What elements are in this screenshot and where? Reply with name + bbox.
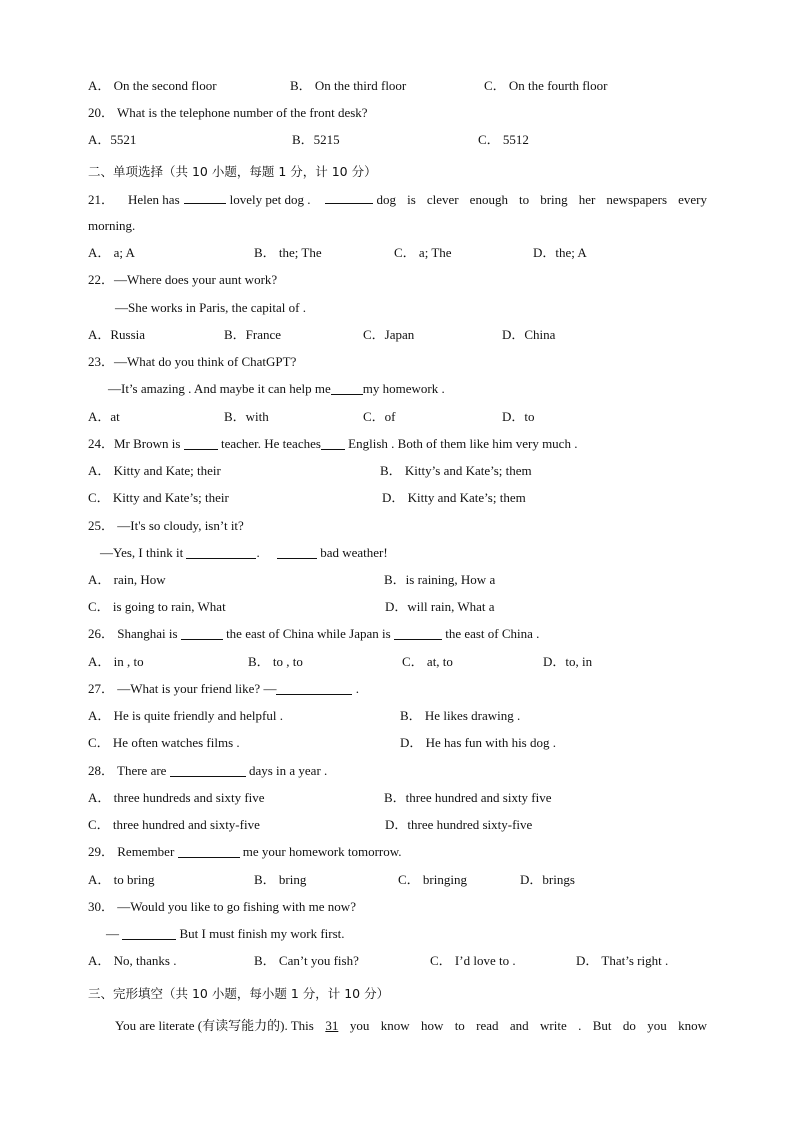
q23-blank	[331, 382, 363, 395]
q28-option-d: D．three hundred sixty-five	[385, 817, 533, 832]
q20-stem: 20． What is the telephone number of the front desk?	[88, 105, 368, 120]
section-3-heading: 三、完形填空（共 10 小题，每小题 1 分，计 10 分）	[88, 986, 390, 1001]
q20-option-a: A．5521	[88, 132, 137, 147]
q25-option-b: B．is raining, How a	[384, 572, 496, 587]
q21-number: 21．	[88, 192, 115, 207]
q29-option-a: A． to bring	[88, 872, 155, 887]
q23-stem: 23．—What do you think of ChatGPT?	[88, 354, 297, 369]
q28-option-c: C． three hundred and sixty-five	[88, 817, 260, 832]
q25-option-d: D．will rain, What a	[385, 599, 495, 614]
q21-text-3: dog is clever enough to bring her newspapers every	[376, 192, 707, 207]
q25-reply-text-3: bad weather!	[320, 545, 388, 560]
q26-option-a: A． in , to	[88, 654, 144, 669]
q21-line-2: morning.	[88, 218, 136, 233]
q26-option-b: B． to , to	[248, 654, 303, 669]
q27-blank	[276, 682, 352, 695]
q26-text-2: the east of China while Japan is	[226, 626, 391, 641]
q21-blank-2	[325, 191, 373, 204]
q19-option-b: B． On the third floor	[290, 78, 407, 93]
q21-text-2: lovely pet dog .	[229, 192, 311, 207]
cloze-passage-line	[115, 1018, 707, 1034]
q22-option-d: D．China	[502, 327, 556, 342]
q29-stem	[88, 844, 402, 860]
q19-option-a: A． On the second floor	[88, 78, 217, 93]
q26-text-1: 26． Shanghai is	[88, 626, 178, 641]
q22-option-c: C．Japan	[363, 327, 415, 342]
q24-option-c: C． Kitty and Kate’s; their	[88, 490, 229, 505]
q30-option-c: C． I’d love to .	[430, 953, 516, 968]
q29-option-b: B． bring	[254, 872, 307, 887]
q28-stem	[88, 763, 327, 779]
q23-option-d: D．to	[502, 409, 535, 424]
q27-text-2: .	[355, 681, 359, 696]
q26-blank-2	[394, 627, 442, 640]
q26-blank-1	[181, 627, 223, 640]
cloze-blank-31: 31	[325, 1018, 339, 1033]
q29-option-c: C． bringing	[398, 872, 467, 887]
q25-reply	[100, 545, 388, 561]
q28-text-2: days in a year .	[248, 763, 328, 778]
q23-reply-text-2: my homework .	[362, 381, 445, 396]
q30-option-d: D． That’s right .	[576, 953, 669, 968]
q25-stem: 25． —It's so cloudy, isn’t it?	[88, 518, 244, 533]
q22-stem: 22．—Where does your aunt work?	[88, 272, 278, 287]
q19-option-c: C． On the fourth floor	[484, 78, 608, 93]
q21-blank-1	[184, 191, 226, 204]
section-2-heading: 二、单项选择（共 10 小题，每题 1 分，计 10 分）	[88, 164, 377, 179]
q27-option-a: A． He is quite friendly and helpful .	[88, 708, 283, 723]
q23-option-a: A．at	[88, 409, 120, 424]
q25-reply-text-1: —Yes, I think it	[100, 545, 184, 560]
q24-stem	[88, 436, 577, 452]
q25-option-a: A． rain, How	[88, 572, 166, 587]
q26-text-3: the east of China .	[445, 626, 540, 641]
q29-option-d: D．brings	[520, 872, 575, 887]
q27-option-c: C． He often watches films .	[88, 735, 240, 750]
q23-option-c: C．of	[363, 409, 396, 424]
q25-option-c: C． is going to rain, What	[88, 599, 226, 614]
q25-blank-2	[277, 546, 317, 559]
q22-reply: —She works in Paris, the capital of .	[115, 300, 306, 315]
q21-option-d: D．the; A	[533, 245, 587, 260]
q21-stem	[88, 191, 707, 208]
q24-blank-2	[321, 437, 345, 450]
q21-option-a: A． a; A	[88, 245, 135, 260]
q24-text-1: 24．Mr Brown is	[88, 436, 181, 451]
q24-blank-1	[184, 437, 218, 450]
q23-option-b: B．with	[224, 409, 269, 424]
q24-option-d: D． Kitty and Kate’s; them	[382, 490, 526, 505]
q22-option-b: B．France	[224, 327, 282, 342]
cloze-text-1: You are literate (有读写能力的). This	[115, 1018, 314, 1033]
q28-blank	[170, 764, 246, 777]
q30-option-a: A． No, thanks .	[88, 953, 177, 968]
q21-option-c: C． a; The	[394, 245, 452, 260]
q24-text-3: English . Both of them like him very much .	[348, 436, 578, 451]
q27-option-b: B． He likes drawing .	[400, 708, 521, 723]
q20-option-c: C． 5512	[478, 132, 529, 147]
q26-stem	[88, 626, 539, 642]
q24-text-2: teacher. He teaches	[220, 436, 321, 451]
q23-reply-text-1: —It’s amazing . And maybe it can help me	[108, 381, 331, 396]
q25-blank-1	[186, 546, 256, 559]
q29-text-2: me your homework tomorrow.	[242, 844, 402, 859]
q26-option-c: C． at, to	[402, 654, 453, 669]
q28-option-b: B．three hundred and sixty five	[384, 790, 552, 805]
q24-option-a: A． Kitty and Kate; their	[88, 463, 221, 478]
q29-text-1: 29． Remember	[88, 844, 175, 859]
q26-option-d: D．to, in	[543, 654, 593, 669]
q21-option-b: B． the; The	[254, 245, 322, 260]
q22-option-a: A．Russia	[88, 327, 146, 342]
q27-stem	[88, 681, 359, 697]
q30-reply-text-1: —	[106, 926, 119, 941]
q27-option-d: D． He has fun with his dog .	[400, 735, 556, 750]
q29-blank	[178, 845, 240, 858]
q28-option-a: A． three hundreds and sixty five	[88, 790, 265, 805]
q30-stem: 30． —Would you like to go fishing with me now?	[88, 899, 356, 914]
cloze-text-2: you know how to read and write . But do you know	[349, 1018, 707, 1033]
q27-text-1: 27． —What is your friend like? —	[88, 681, 277, 696]
q30-reply	[106, 926, 345, 942]
q28-text-1: 28． There are	[88, 763, 167, 778]
q30-reply-text-2: But I must finish my work first.	[179, 926, 345, 941]
q23-reply	[108, 381, 445, 397]
q21-text-1: Helen has	[128, 192, 180, 207]
q20-option-b: B．5215	[292, 132, 340, 147]
q30-option-b: B． Can’t you fish?	[254, 953, 359, 968]
q30-blank	[122, 927, 176, 940]
q25-reply-text-2: .	[256, 545, 260, 560]
q24-option-b: B． Kitty’s and Kate’s; them	[380, 463, 532, 478]
